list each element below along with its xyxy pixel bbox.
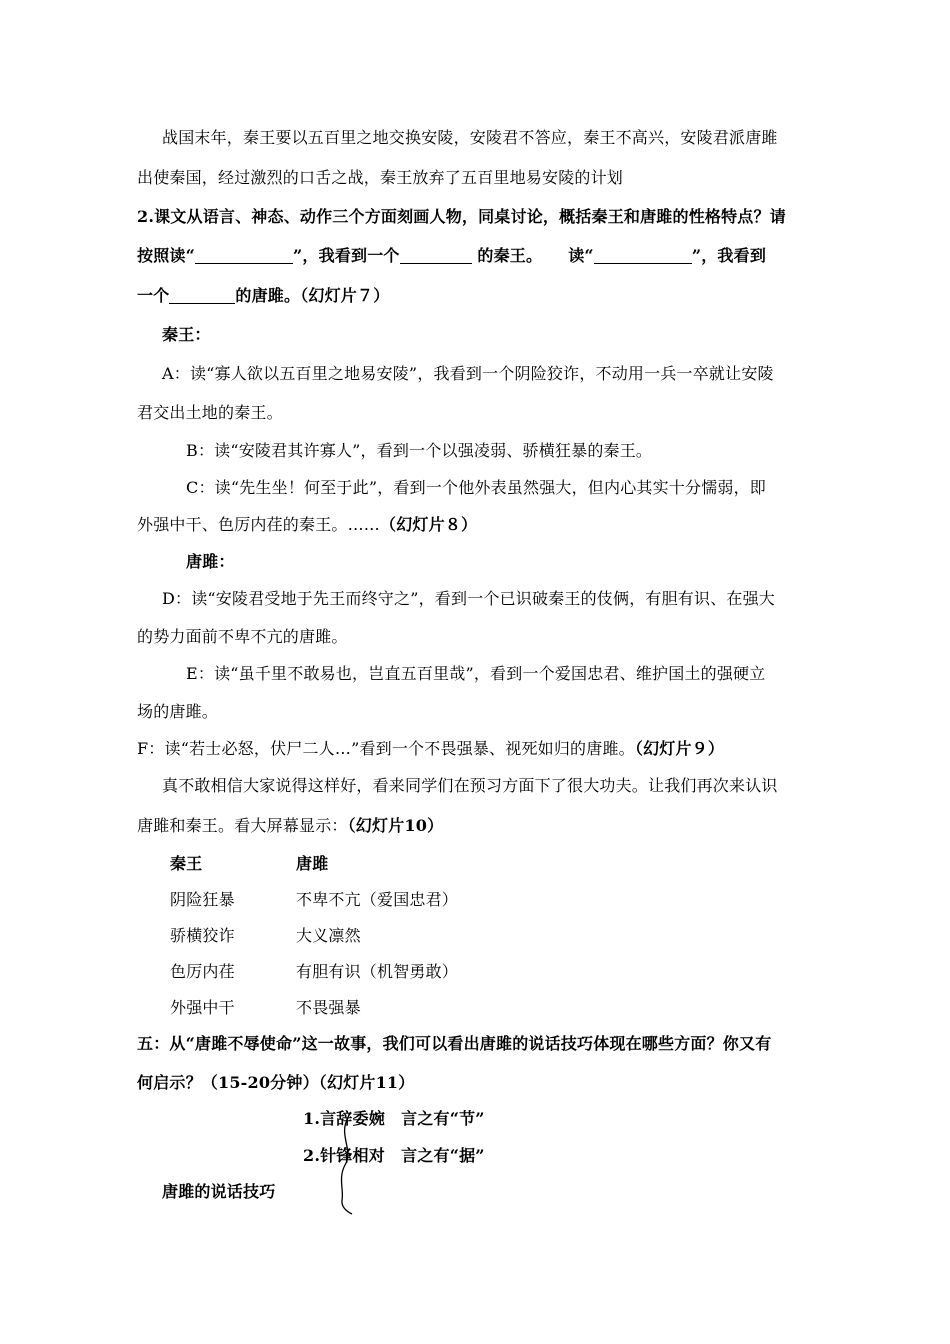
intro-line-1: 战国末年，秦王要以五百里之地交换安陵，安陵君不答应，秦王不高兴，安陵君派唐雎 — [162, 128, 778, 147]
summary-text: 唐雎和秦王。看大屏幕显示： — [137, 816, 348, 835]
qin-b-line: B：读“安陵君其许寡人”，看到一个以强凌弱、骄横狂暴的秦王。 — [186, 441, 653, 460]
slide-10-ref: （幻灯片10） — [347, 816, 444, 835]
q2-text-c: 的秦王。 — [471, 246, 543, 265]
compare-qin-2: 骄横狡诈 — [170, 926, 235, 945]
skills-label: 唐雎的说话技巧 — [162, 1182, 276, 1201]
question-5-line-1: 五：从“唐雎不辱使命”这一故事，我们可以看出唐雎的说话技巧体现在哪些方面？你又有 — [137, 1034, 772, 1053]
qin-a-line-1: A：读“寡人欲以五百里之地易安陵”，我看到一个阴险狡诈，不动用一兵一卒就让安陵 — [162, 364, 774, 383]
tang-d-line-1: D：读“安陵君受地于先王而终守之”，看到一个已识破秦王的伎俩，有胆有识、在强大 — [162, 589, 775, 608]
q2-text-b: ”，我看到一个 — [293, 246, 400, 265]
qin-c-text: 外强中干、色厉内荏的秦王。…… — [137, 515, 381, 534]
q2-text-e: ”，我看到 — [691, 246, 767, 265]
qin-a-line-2: 君交出土地的秦王。 — [137, 403, 283, 422]
tang-e-line-1: E：读“虽千里不敢易也，岂直五百里哉”，看到一个爱国忠君、维护国土的强硬立 — [186, 664, 766, 683]
q2-text-f: 一个 — [137, 286, 170, 305]
q2-text-a: 按照读“ — [137, 246, 196, 265]
slide-9-ref: （幻灯片９） — [634, 739, 725, 758]
compare-qin-4: 外强中干 — [170, 998, 235, 1017]
tang-heading: 唐雎： — [186, 552, 235, 571]
slide-8-ref: （幻灯片８） — [380, 515, 478, 534]
tang-d-line-2: 的势力面前不卑不亢的唐雎。 — [137, 627, 348, 646]
question-2-line-1: 2.课文从语言、神态、动作三个方面刻画人物，同桌讨论，概括秦王和唐雎的性格特点？请 — [137, 207, 786, 226]
skill-item-1: 1.言辞委婉 言之有“节” — [303, 1109, 485, 1128]
qin-c-line-1: C：读“先生坐！何至于此”，看到一个他外表虽然强大，但内心其实十分懦弱，即 — [186, 478, 767, 497]
tang-f-text: F：读“若士必怒，伏尸二人…”看到一个不畏强暴、视死如归的唐雎。 — [137, 739, 635, 758]
compare-tang-1: 不卑不亢（爱国忠君） — [296, 890, 459, 909]
compare-qin-1: 阴险狂暴 — [170, 890, 235, 909]
q2-text-g: 的唐雎。（幻灯片７） — [235, 286, 390, 305]
compare-qin-3: 色厉内荏 — [170, 962, 235, 981]
compare-tang-2: 大义凛然 — [296, 926, 361, 945]
compare-tang-3: 有胆有识（机智勇敢） — [296, 962, 459, 981]
skill-item-2: 2.针锋相对 言之有“据” — [303, 1146, 485, 1165]
intro-line-2: 出使秦国，经过激烈的口舌之战，秦王放弃了五百里地易安陵的计划 — [137, 168, 624, 187]
compare-header-tang: 唐雎 — [296, 854, 329, 873]
compare-header-qin: 秦王 — [170, 854, 203, 873]
question-5-line-2: 何启示？（15-20分钟）（幻灯片11） — [137, 1073, 415, 1092]
summary-line-1: 真不敢相信大家说得这样好，看来同学们在预习方面下了很大功夫。让我们再次来认识 — [162, 776, 778, 795]
q2-text-d: 读“ — [568, 246, 594, 265]
compare-tang-4: 不畏强暴 — [296, 998, 361, 1017]
qin-heading: 秦王： — [162, 325, 211, 344]
tang-e-line-2: 场的唐雎。 — [137, 702, 219, 721]
